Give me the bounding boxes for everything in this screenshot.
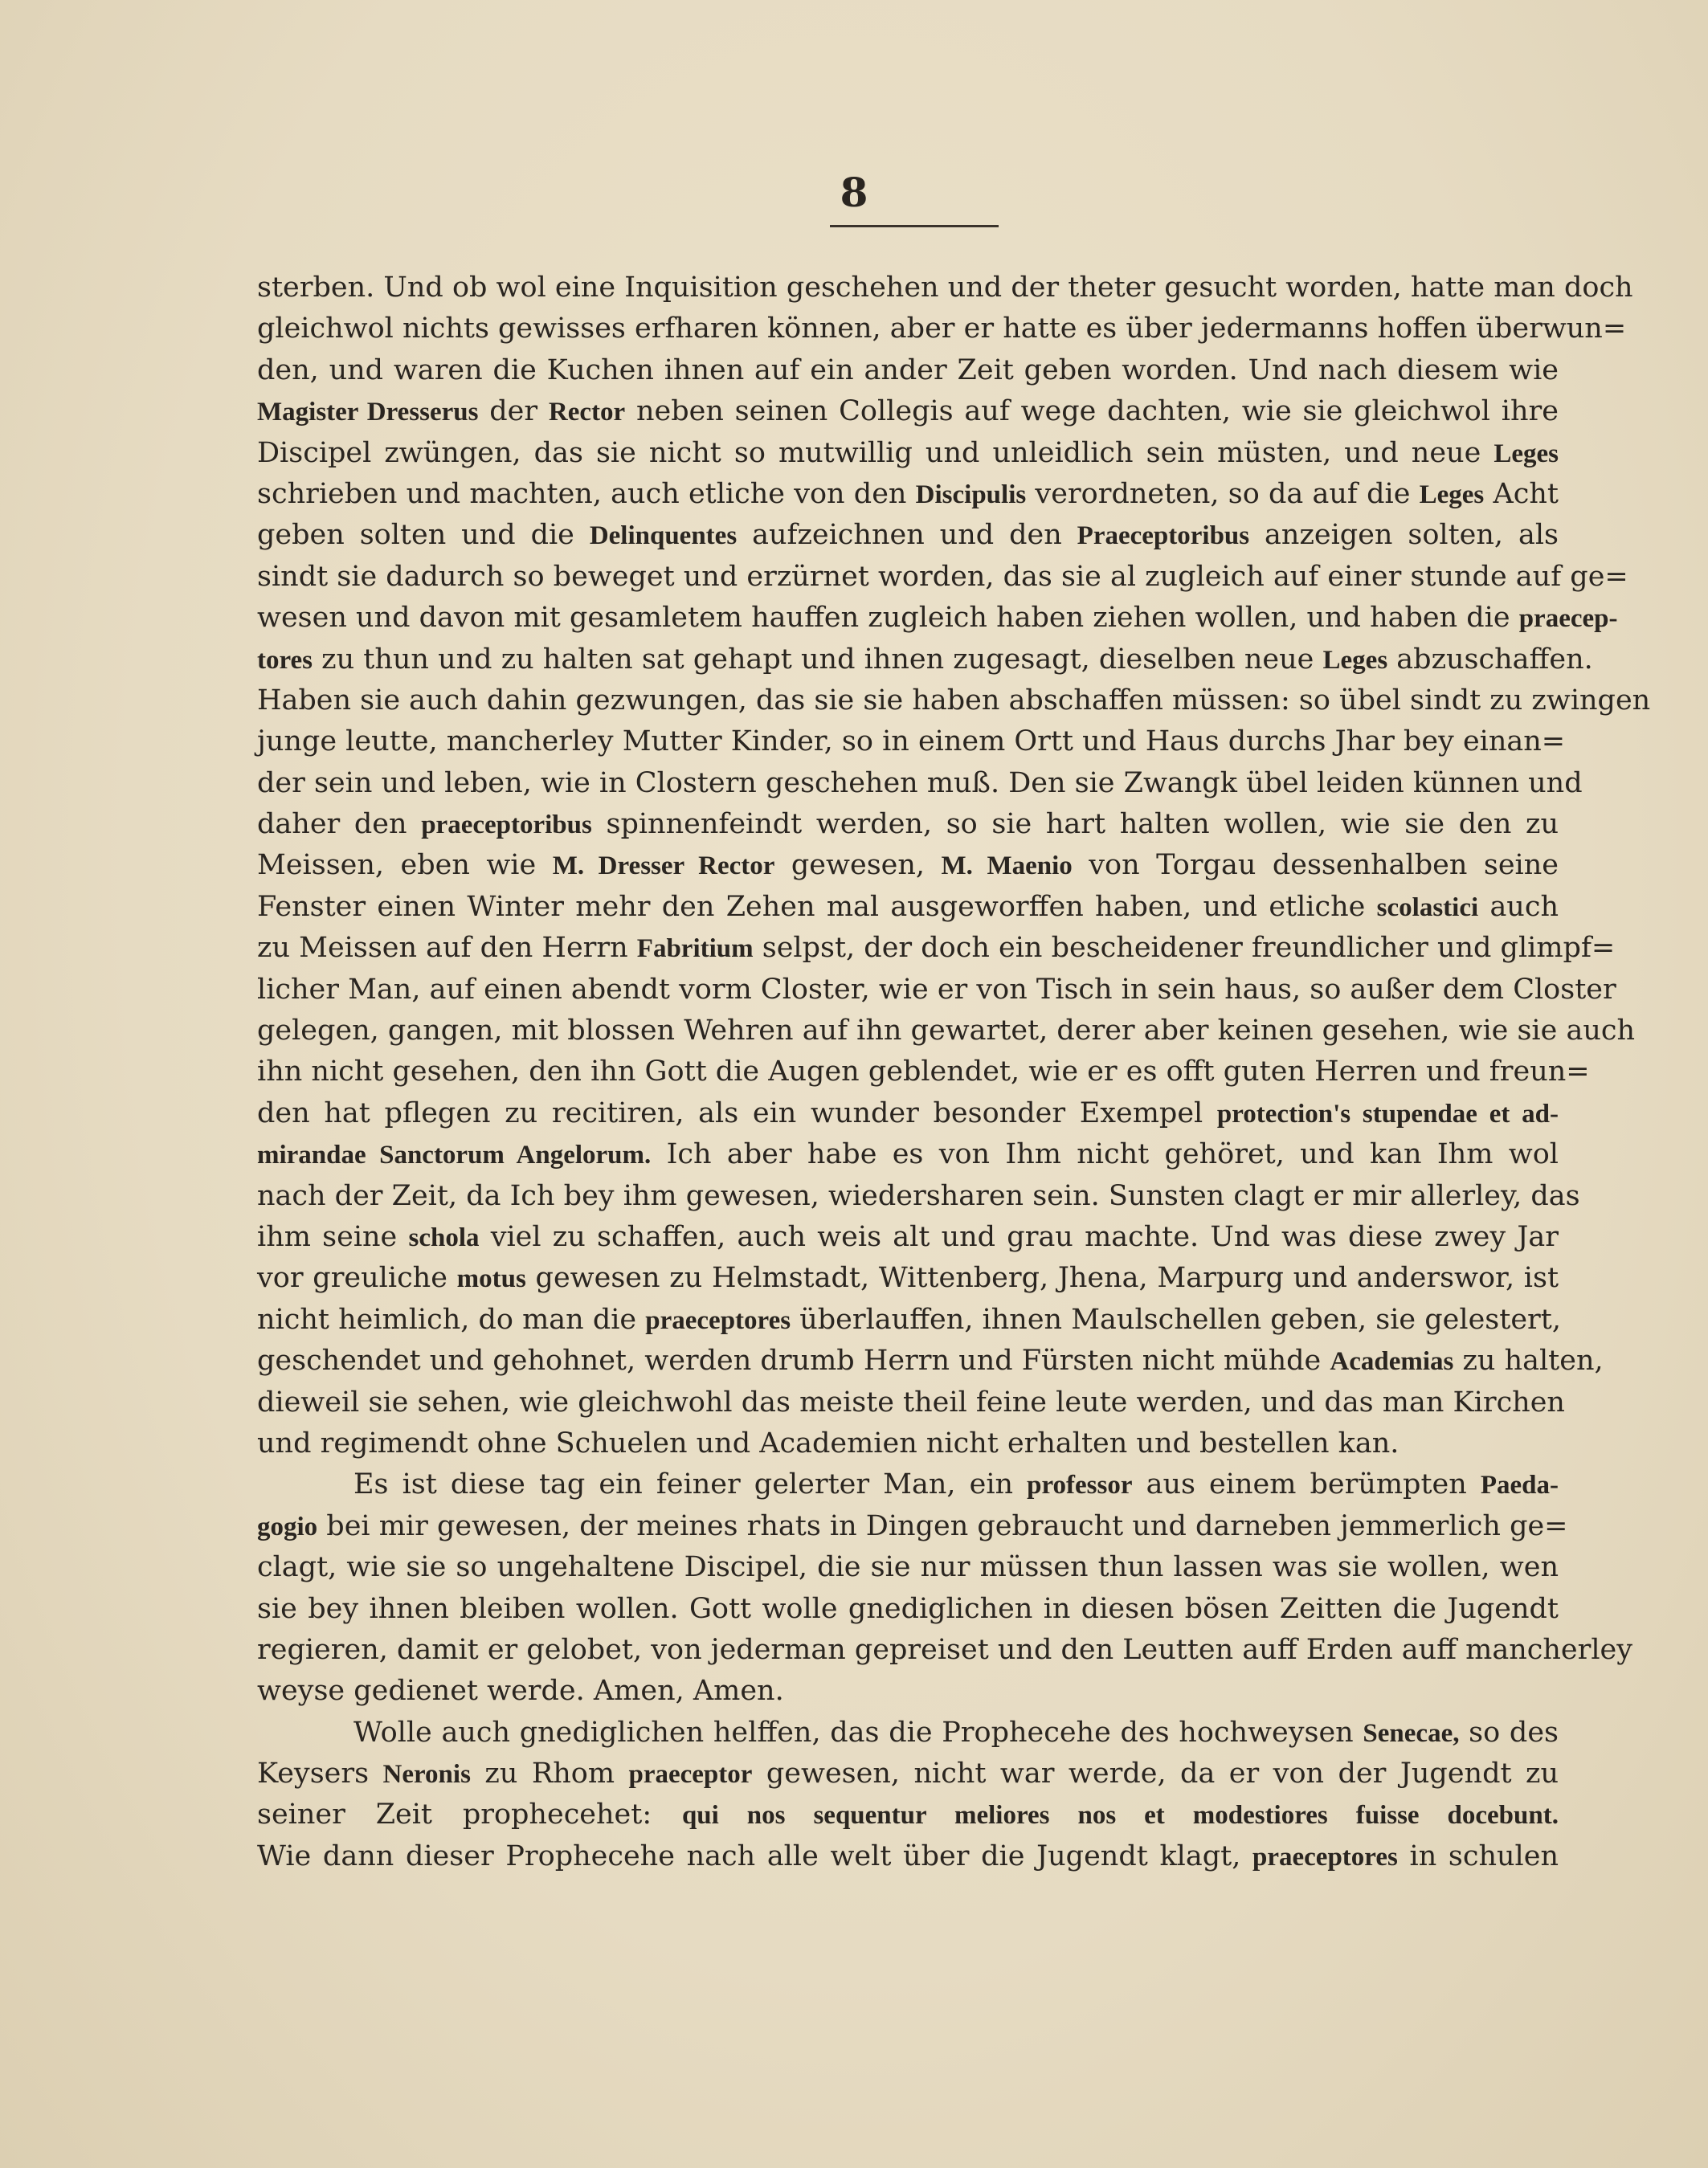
line-text: der bbox=[478, 395, 549, 428]
latin-text: Rector bbox=[548, 398, 626, 427]
line-text: den, und waren die Kuchen ihnen auf ein ander Zeit geben worden. Und nach diesem wie bbox=[257, 353, 1559, 386]
latin-text: praeceptores bbox=[645, 1305, 791, 1335]
line-text: zu Meissen auf den Herrn bbox=[257, 932, 637, 965]
text-line bbox=[257, 970, 1616, 1011]
text-line bbox=[257, 680, 1651, 721]
latin-text: praecep- bbox=[1518, 604, 1618, 634]
text-line bbox=[257, 474, 1559, 515]
line-text: junge leutte, mancherley Mutter Kinder, so in einem Ortt und Haus durchs Jhar bey einan= bbox=[257, 725, 1566, 758]
text-line bbox=[257, 350, 1559, 391]
latin-text: professor bbox=[1027, 1471, 1133, 1500]
text-line bbox=[257, 1794, 1559, 1835]
line-text: vor greuliche bbox=[257, 1262, 457, 1295]
line-text: in schulen bbox=[1397, 1839, 1559, 1872]
line-text: Acht bbox=[1484, 477, 1559, 510]
line-text: Keysers bbox=[257, 1758, 383, 1790]
line-text: clagt, wie sie so ungehaltene Discipel, die sie nur müssen thun lassen was sie wollen, wen bbox=[257, 1551, 1559, 1584]
line-text: so des bbox=[1459, 1716, 1559, 1749]
line-text: und regimendt ohne Schuelen und Academien nicht erhalten und bestellen kan. bbox=[257, 1427, 1399, 1460]
latin-text: qui nos sequentur meliores nos et modestiores fuisse docebunt. bbox=[681, 1801, 1559, 1831]
line-text: Fenster einen Winter mehr den Zehen mal ausgeworffen haben, und etliche bbox=[257, 890, 1377, 923]
latin-text: M. Maenio bbox=[941, 851, 1073, 881]
text-line bbox=[257, 1093, 1559, 1134]
text-line bbox=[257, 928, 1616, 969]
line-text: aus einem berümpten bbox=[1132, 1468, 1481, 1501]
latin-text: Leges bbox=[1493, 439, 1559, 468]
line-text: zu halten, bbox=[1453, 1345, 1604, 1378]
line-text: wesen und davon mit gesamletem hauffen zugleich haben ziehen wollen, und haben die bbox=[257, 602, 1519, 635]
line-text: verordneten, so da auf die bbox=[1026, 477, 1420, 510]
text-line bbox=[257, 1258, 1559, 1299]
line-text: Ich aber habe es von Ihm nicht gehöret, und kan Ihm wol bbox=[651, 1138, 1559, 1171]
text-line bbox=[257, 1547, 1559, 1588]
text-line bbox=[257, 1671, 1559, 1712]
line-text: zu thun und zu halten sat gehapt und ihnen zugesagt, dieselben neue bbox=[313, 643, 1323, 676]
line-text: neben seinen Collegis auf wege dachten, wie sie gleichwol ihre bbox=[625, 395, 1559, 428]
line-text: selpst, der doch ein bescheidener freundlicher und glimpf= bbox=[753, 932, 1616, 965]
latin-text: Leges bbox=[1419, 480, 1485, 509]
text-line bbox=[257, 308, 1627, 349]
line-text: viel zu schaffen, auch weis alt und grau machte. Und was diese zwey Jar bbox=[479, 1220, 1559, 1253]
line-text: aufzeichnen und den bbox=[737, 519, 1077, 552]
text-line bbox=[257, 887, 1559, 928]
text-line bbox=[257, 515, 1559, 556]
text-line bbox=[257, 1713, 1559, 1754]
line-text: nicht heimlich, do man die bbox=[257, 1303, 646, 1336]
text-line bbox=[257, 1134, 1559, 1175]
text-line bbox=[257, 1300, 1559, 1341]
line-text: sie bey ihnen bleiben wollen. Gott wolle gnediglichen in diesen bösen Zeitten die Jugendt bbox=[257, 1592, 1559, 1625]
latin-text: schola bbox=[408, 1223, 480, 1252]
line-text: Meissen, eben wie bbox=[257, 849, 553, 882]
text-line bbox=[257, 1589, 1559, 1630]
text-line bbox=[257, 557, 1628, 598]
body-text bbox=[257, 267, 1651, 1877]
line-text: bei mir gewesen, der meines rhats in Dingen gebraucht und darneben jemmerlich ge= bbox=[317, 1509, 1568, 1542]
line-text: der sein und leben, wie in Clostern geschehen muß. Den sie Zwangk übel leiden künnen und bbox=[257, 766, 1583, 799]
latin-text: Fabritium bbox=[636, 934, 754, 964]
line-text: Haben sie auch dahin gezwungen, das sie sie haben abschaffen müssen: so übel sindt zu zwingen bbox=[257, 684, 1651, 717]
text-line bbox=[257, 845, 1559, 886]
line-text: dieweil sie sehen, wie gleichwohl das meiste theil feine leute werden, und das man Kirchen bbox=[257, 1386, 1565, 1419]
line-text: sterben. Und ob wol eine Inquisition geschehen und der theter gesucht worden, hatte man doch bbox=[257, 272, 1633, 304]
header-rule bbox=[830, 225, 999, 227]
text-line bbox=[257, 763, 1583, 804]
latin-text: tores bbox=[257, 645, 313, 675]
line-text: Es ist diese tag ein feiner gelerter Man, ein bbox=[353, 1468, 1028, 1501]
latin-text: Academias bbox=[1330, 1347, 1454, 1377]
line-text: gewesen, nicht war werde, da er von der Jugendt zu bbox=[752, 1758, 1559, 1790]
latin-text: Paeda- bbox=[1480, 1471, 1559, 1500]
line-text: Wie dann dieser Prophecehe nach alle welt über die Jugendt klagt, bbox=[257, 1839, 1252, 1872]
text-line bbox=[257, 721, 1566, 762]
text-line bbox=[257, 391, 1559, 432]
line-text: Discipel zwüngen, das sie nicht so mutwillig und unleidlich sein müsten, und neue bbox=[257, 436, 1494, 469]
latin-text: motus bbox=[456, 1264, 526, 1294]
latin-text: scolastici bbox=[1376, 892, 1479, 922]
latin-text: gogio bbox=[257, 1512, 318, 1541]
text-line bbox=[257, 1630, 1633, 1671]
line-text: seiner Zeit prophecehet: bbox=[257, 1799, 682, 1831]
line-text: den hat pflegen zu recitiren, als ein wunder besonder Exempel bbox=[257, 1096, 1217, 1129]
latin-text: protection's stupendae et ad- bbox=[1216, 1099, 1559, 1129]
line-text: geschendet und gehohnet, werden drumb Herrn und Fürsten nicht mühde bbox=[257, 1345, 1330, 1378]
latin-text: Magister Dresserus bbox=[257, 398, 479, 427]
line-text: ihn nicht gesehen, den ihn Gott die Augen geblendet, wie er es offt guten Herren und freun= bbox=[257, 1055, 1590, 1088]
text-line bbox=[257, 1754, 1559, 1794]
latin-text: praeceptor bbox=[628, 1760, 753, 1790]
line-text: auch bbox=[1478, 890, 1559, 923]
line-text: überlauffen, ihnen Maulschellen geben, sie gelestert, bbox=[791, 1303, 1561, 1336]
line-text: abzuschaffen. bbox=[1387, 643, 1593, 676]
latin-text: M. Dresser Rector bbox=[552, 851, 775, 881]
latin-text: Discipulis bbox=[915, 480, 1027, 509]
text-line bbox=[257, 1506, 1568, 1547]
latin-text: Senecae, bbox=[1363, 1718, 1460, 1748]
text-line bbox=[257, 1464, 1559, 1505]
text-line bbox=[257, 1217, 1559, 1258]
text-line bbox=[257, 804, 1559, 845]
latin-text: praeceptores bbox=[1252, 1842, 1398, 1872]
line-text: sindt sie dadurch so beweget und erzürnet worden, das sie al zugleich auf einer stunde auf ge= bbox=[257, 560, 1628, 593]
line-text: weyse gedienet werde. Amen, Amen. bbox=[257, 1675, 784, 1708]
line-text: Wolle auch gnediglichen helffen, das die Prophecehe des hochweysen bbox=[353, 1716, 1363, 1749]
text-line bbox=[257, 1341, 1604, 1382]
line-text: von Torgau dessenhalben seine bbox=[1072, 849, 1559, 882]
line-text: zu Rhom bbox=[470, 1758, 629, 1790]
text-line bbox=[257, 1382, 1565, 1423]
text-line bbox=[257, 1423, 1559, 1464]
line-text: daher den bbox=[257, 808, 422, 841]
latin-text: Leges bbox=[1322, 645, 1388, 675]
text-line bbox=[257, 267, 1633, 308]
line-text: gleichwol nichts gewisses erfharen können, aber er hatte es über jedermanns hoffen überwun= bbox=[257, 312, 1627, 345]
latin-text: Praeceptoribus bbox=[1077, 521, 1250, 551]
text-line bbox=[257, 598, 1618, 639]
text-line bbox=[257, 433, 1559, 474]
line-text: licher Man, auf einen abendt vorm Closter, wie er von Tisch in sein haus, so außer dem Closter bbox=[257, 973, 1616, 1006]
line-text: gelegen, gangen, mit blossen Wehren auf ihn gewartet, derer aber keinen gesehen, wie sie auch bbox=[257, 1015, 1636, 1047]
line-text: gewesen, bbox=[774, 849, 942, 882]
latin-text: praeceptoribus bbox=[421, 810, 592, 840]
text-line bbox=[257, 1011, 1636, 1051]
latin-text: mirandae Sanctorum Angelorum. bbox=[257, 1141, 652, 1170]
line-text: gewesen zu Helmstadt, Wittenberg, Jhena, Marpurg und anderswor, ist bbox=[525, 1262, 1559, 1295]
line-text: anzeigen solten, als bbox=[1249, 519, 1559, 552]
line-text: ihm seine bbox=[257, 1220, 409, 1253]
latin-text: Delinquentes bbox=[589, 521, 738, 551]
page-number: 8 bbox=[840, 169, 868, 216]
line-text: schrieben und machten, auch etliche von den bbox=[257, 477, 916, 510]
text-line bbox=[257, 1051, 1590, 1092]
latin-text: Neronis bbox=[382, 1760, 471, 1790]
line-text: spinnenfeindt werden, so sie hart halten wollen, wie sie den zu bbox=[591, 808, 1559, 841]
line-text: geben solten und die bbox=[257, 519, 590, 552]
line-text: regieren, damit er gelobet, von jederman gepreiset und den Leutten auff Erden auff mancherley bbox=[257, 1633, 1633, 1666]
text-line bbox=[257, 639, 1593, 680]
line-text: nach der Zeit, da Ich bey ihm gewesen, wiedersharen sein. Sunsten clagt er mir allerley, das bbox=[257, 1179, 1580, 1212]
text-line bbox=[257, 1176, 1580, 1217]
text-line bbox=[257, 1836, 1559, 1877]
